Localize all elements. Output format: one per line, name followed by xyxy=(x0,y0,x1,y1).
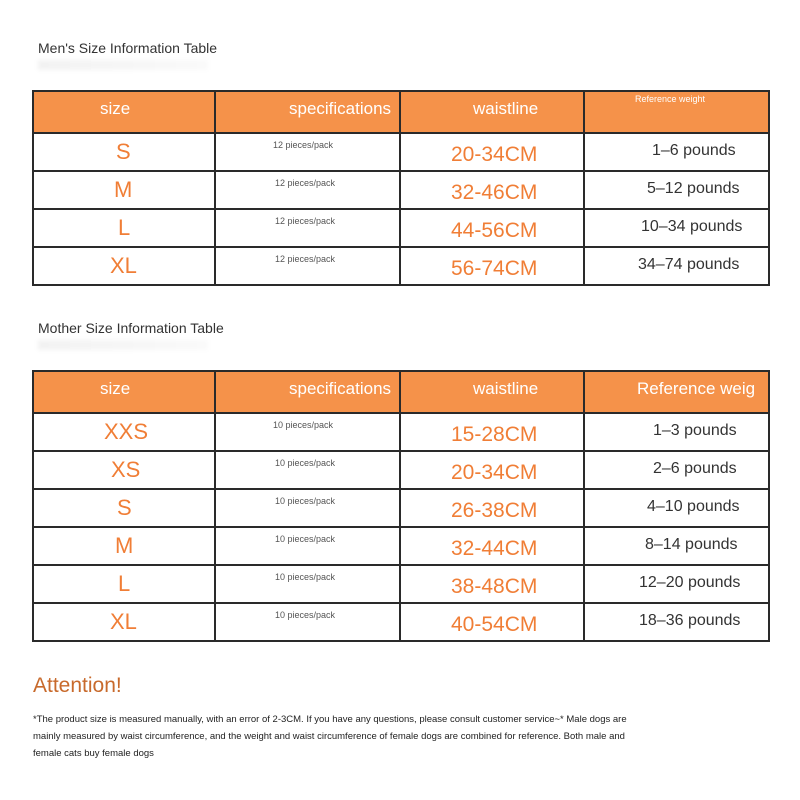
cell-waistline: 20-34CM xyxy=(400,133,584,171)
cell-waistline: 32-44CM xyxy=(400,527,584,565)
cell-spec: 10 pieces/pack xyxy=(215,565,400,603)
table-header-row xyxy=(33,91,769,133)
cell-size: S xyxy=(33,489,215,527)
cell-weight: 12–20 pounds xyxy=(584,565,769,603)
cell-size: L xyxy=(33,565,215,603)
cell-size: M xyxy=(33,171,215,209)
cell-spec: 10 pieces/pack xyxy=(215,489,400,527)
cell-spec: 10 pieces/pack xyxy=(215,603,400,641)
men-size-table xyxy=(32,90,770,286)
cell-weight: 18–36 pounds xyxy=(584,603,769,641)
cell-spec: 12 pieces/pack xyxy=(215,171,400,209)
cell-weight: 34–74 pounds xyxy=(584,247,769,285)
men-table-title xyxy=(38,40,217,70)
header-waistline: waistline xyxy=(400,91,584,133)
men-table-title-text: Men's Size Information Table xyxy=(38,40,218,56)
cell-waistline: 15-28CM xyxy=(400,413,584,451)
header-specifications: specifications xyxy=(215,371,400,413)
cell-weight: 1–6 pounds xyxy=(584,133,769,171)
cell-waistline: 56-74CM xyxy=(400,247,584,285)
cell-waistline: 38-48CM xyxy=(400,565,584,603)
cell-waistline: 32-46CM xyxy=(400,171,584,209)
title-shadow xyxy=(38,340,208,350)
cell-spec: 12 pieces/pack xyxy=(215,247,400,285)
cell-size: XXS xyxy=(33,413,215,451)
cell-waistline: 44-56CM xyxy=(400,209,584,247)
cell-size: M xyxy=(33,527,215,565)
cell-size: XL xyxy=(33,603,215,641)
table-row xyxy=(33,527,769,565)
mother-size-table xyxy=(32,370,770,642)
cell-weight: 8–14 pounds xyxy=(584,527,769,565)
cell-weight: 1–3 pounds xyxy=(584,413,769,451)
table-row xyxy=(33,565,769,603)
header-size: size xyxy=(33,91,215,133)
table-row xyxy=(33,171,769,209)
cell-spec: 10 pieces/pack xyxy=(215,413,400,451)
title-shadow xyxy=(38,60,208,70)
table-row xyxy=(33,489,769,527)
cell-size: XS xyxy=(33,451,215,489)
table-row xyxy=(33,413,769,451)
cell-waistline: 40-54CM xyxy=(400,603,584,641)
mother-table-title-text: Mother Size Information Table xyxy=(38,320,224,336)
attention-heading: Attention! xyxy=(33,674,122,697)
cell-spec: 10 pieces/pack xyxy=(215,451,400,489)
cell-weight: 10–34 pounds xyxy=(584,209,769,247)
cell-weight: 2–6 pounds xyxy=(584,451,769,489)
cell-size: S xyxy=(33,133,215,171)
table-row xyxy=(33,247,769,285)
cell-spec: 12 pieces/pack xyxy=(215,209,400,247)
table-row xyxy=(33,133,769,171)
table-row xyxy=(33,603,769,641)
header-specifications: specifications xyxy=(215,91,400,133)
table-row xyxy=(33,451,769,489)
header-waistline: waistline xyxy=(400,371,584,413)
table-row xyxy=(33,209,769,247)
header-reference-weight: Reference weight xyxy=(584,91,769,133)
cell-weight: 4–10 pounds xyxy=(584,489,769,527)
cell-waistline: 26-38CM xyxy=(400,489,584,527)
cell-size: XL xyxy=(33,247,215,285)
attention-note: *The product size is measured manually, with an error of 2-3CM. If you have any questions, please consult customer service~* Male dogs are mainly measured by waist circumference, and the weight and waist circumference of female dogs are combined for reference. Both male and female cats buy female dogs xyxy=(33,714,627,759)
cell-waistline: 20-34CM xyxy=(400,451,584,489)
header-reference-weight: Reference weig xyxy=(584,371,769,413)
cell-spec: 12 pieces/pack xyxy=(215,133,400,171)
header-size: size xyxy=(33,371,215,413)
cell-weight: 5–12 pounds xyxy=(584,171,769,209)
table-header-row xyxy=(33,371,769,413)
cell-spec: 10 pieces/pack xyxy=(215,527,400,565)
mother-table-title xyxy=(38,320,224,350)
cell-size: L xyxy=(33,209,215,247)
